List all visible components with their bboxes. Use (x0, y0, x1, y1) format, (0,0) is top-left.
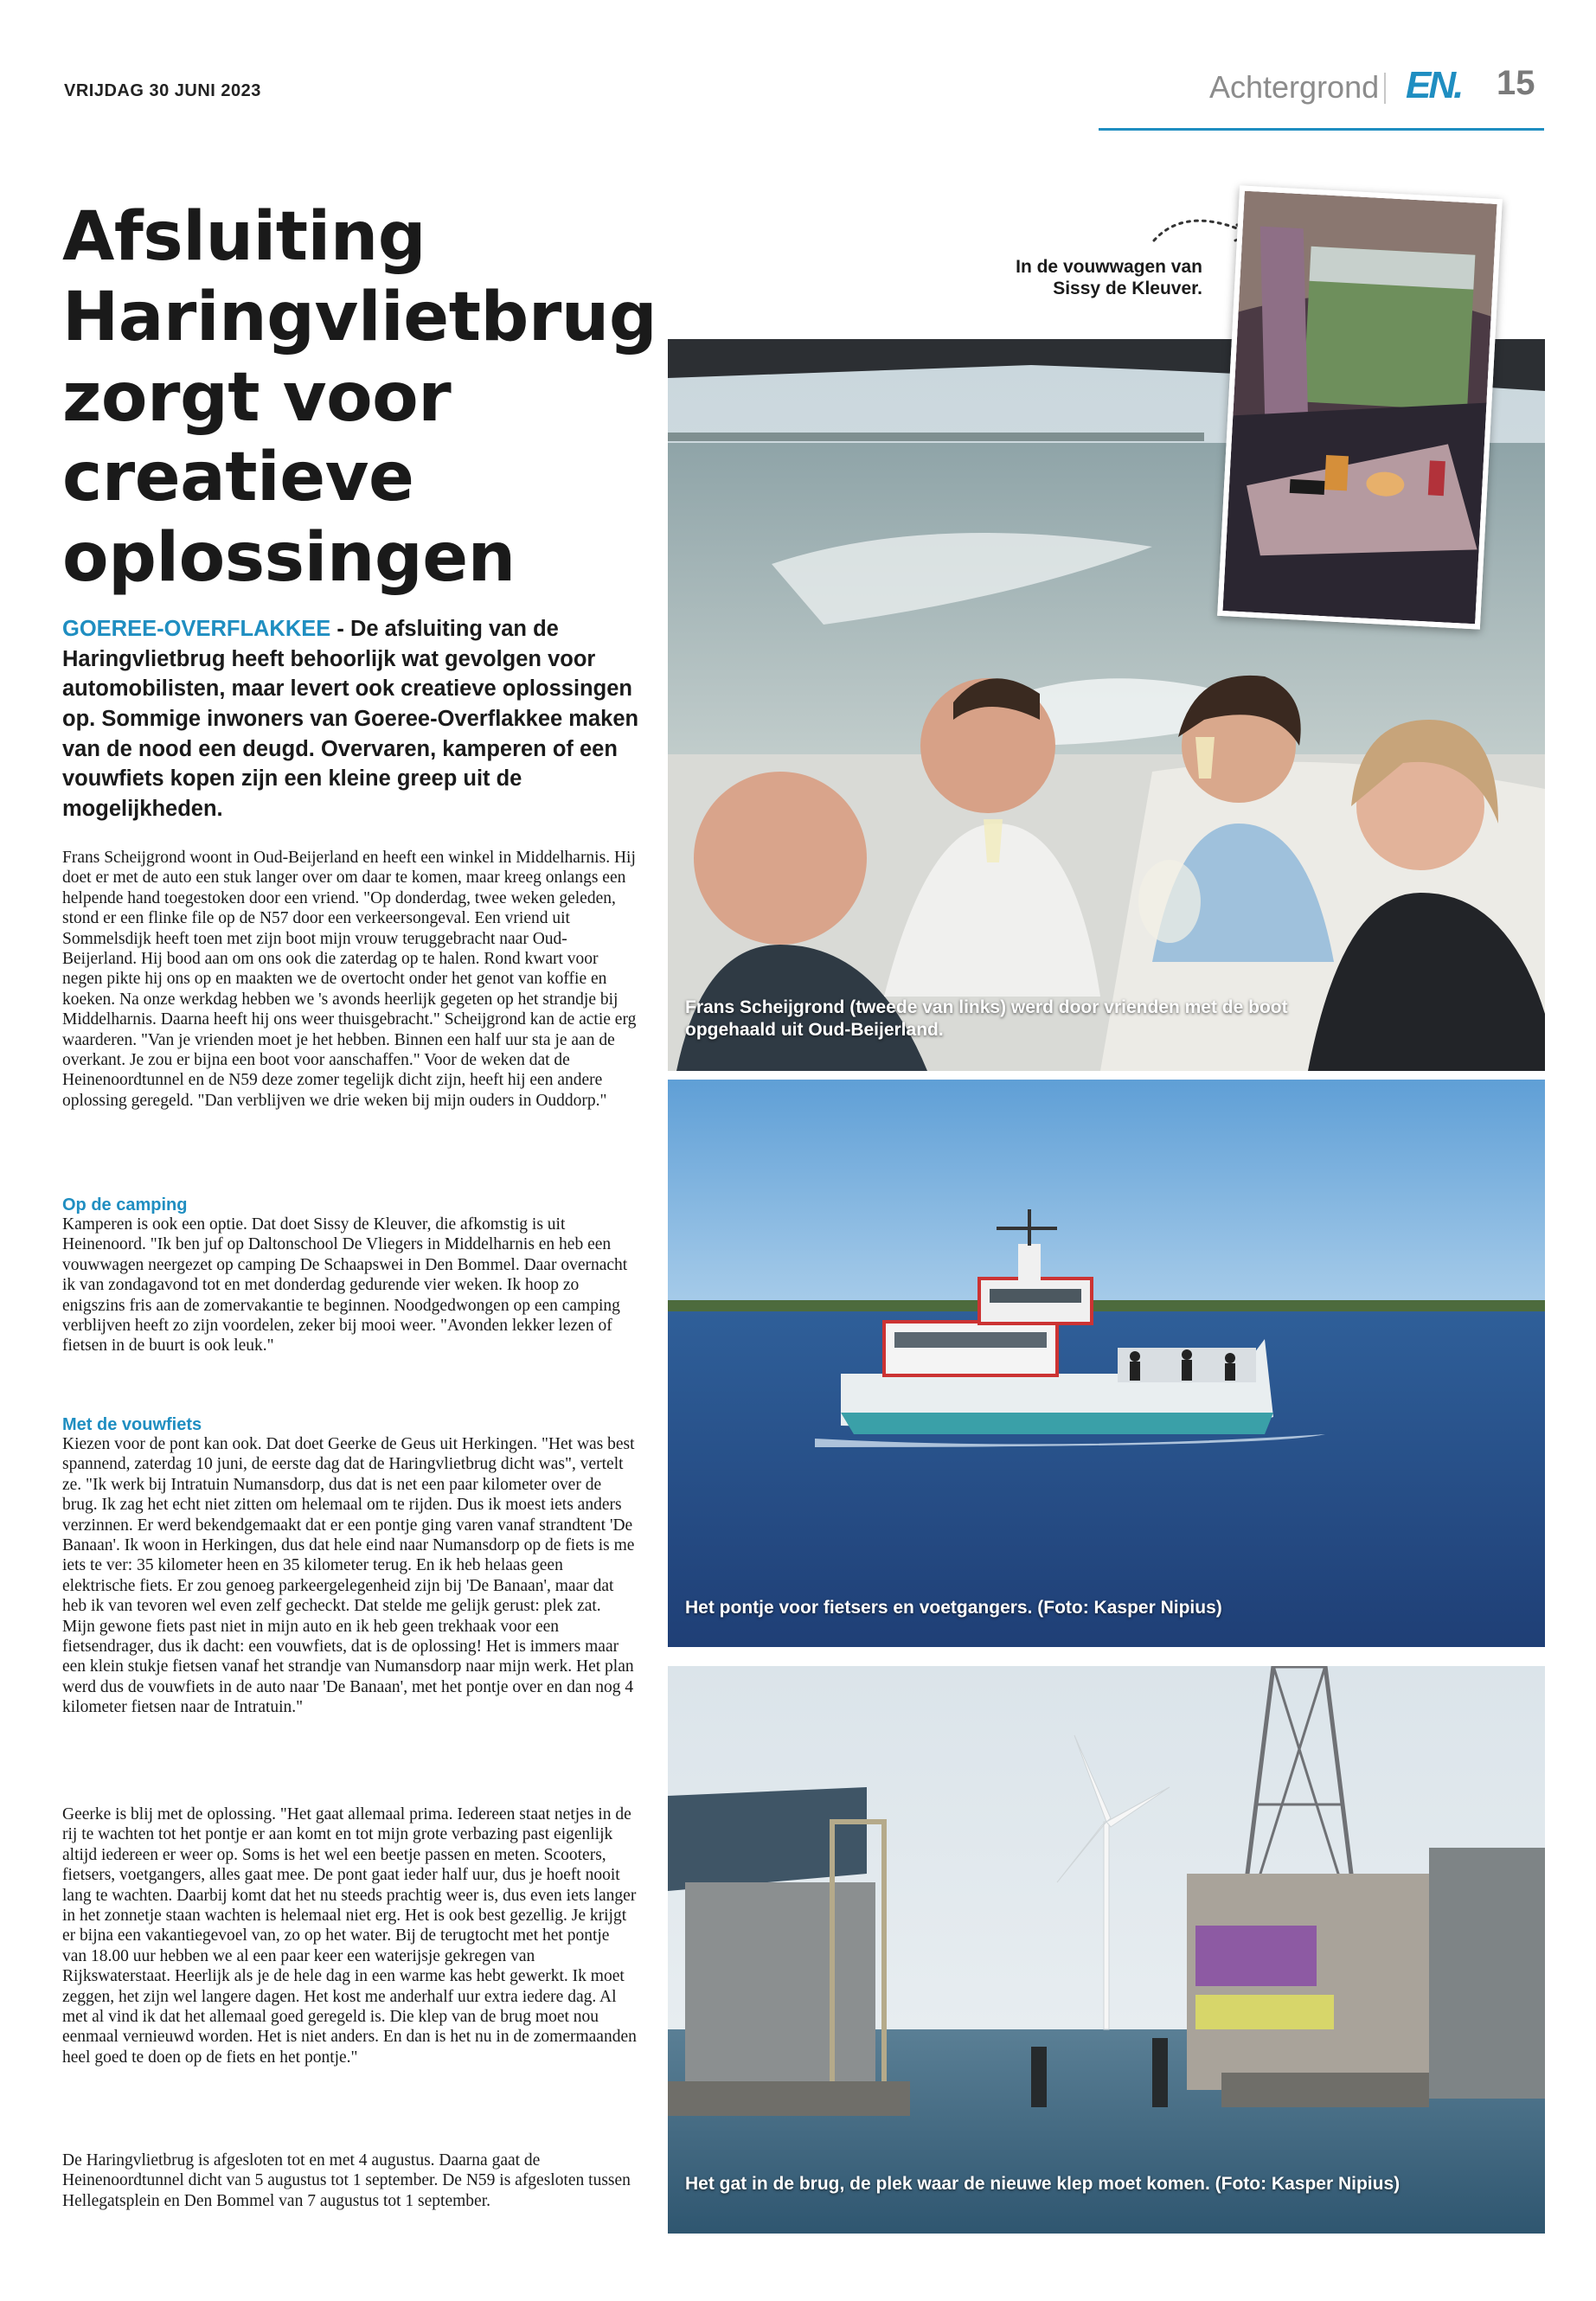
header-rule (1099, 128, 1544, 131)
dateline: GOEREE-OVERFLAKKEE (62, 617, 331, 641)
vouwwagen-photo-image (1222, 191, 1497, 625)
subhead-camping: Op de camping (62, 1195, 188, 1215)
ferry-caption: Het pontje voor fietsers en voetgangers. (Foto: Kasper Nipius) (685, 1598, 1222, 1618)
bridge-photo (668, 1666, 1545, 2234)
body-paragraph-3: Kiezen voor de pont kan ook. Dat doet Geerke de Geus uit Herkingen. "Het was best spannend, zaterdag 10 juni, de eerste dag dat de Haringvlietbrug dicht was", vertelt ze. "Ik werk bij Intratuin Numansdorp, dus dat is net een paar kilometer over de brug. Ik zag het echt niet zitten om helemaal om te rijden. Dus ik moest iets anders verzinnen. Er werd bekendgemaakt dat er een pontje ging varen vanaf strandtent 'De Banaan'. Ik woon in Herkingen, dus dat hele eind naar Numansdorp op de fiets is me iets te ver: 35 kilometer heen en 35 kilometer terug. En ik heb helaas geen elektrische fiets. Er zou genoeg parkeergelegenheid zijn bij 'De Banaan', maar dat heb ik van tevoren wel even zelf gecheckt. Dat stelde me gelijk gerust: plek zat. Mijn gewone fiets past niet in mijn auto en ik heb geen trekhaak voor een fietsendrager, dus ik dacht: een vouwfiets, dat is de oplossing! Het is immers maar een klein stukje fietsen vanaf het strandje van Numansdorp naar mijn werk. Het plan werd dus de vouwfiets in de auto naar 'De Banaan', met het pontje over en dan nog 4 kilometer fietsen naar de Intratuin." (62, 1435, 635, 1717)
subhead-vouwfiets: Met de vouwfiets (62, 1415, 202, 1434)
body-paragraph-1: Frans Scheijgrond woont in Oud-Beijerland en heeft een winkel in Middelharnis. Hij doet er met de auto een stuk langer over om daar te komen, maar kreeg onlangs een helpende hand toegestoken door een vriend. "Op donderdag, twee weken geleden, stond er een flinke file op de N57 door een verkeersongeval. Een vriend uit Sommelsdijk heeft toen met zijn boot mijn vrouw teruggebracht naar Oud-Beijerland. Hij bood aan om ons ook die zaterdag op te halen. Rond kwart voor negen pikte hij ons op en maakten we de overtocht onder het genot van koffie en koeken. Na onze werkdag hebben we 's avonds heerlijk gegeten op het strandje bij Middelharnis. Daarna heeft hij ons weer thuisgebracht." Scheijgrond kan de actie erg waarderen. "Van je vrienden moet je het hebben. Binnen een half uur sta je aan de overkant. Je zou er bijna een boot voor aanschaffen." Voor de weken dat de Heinenoordtunnel en de N59 deze zomer tegelijk dicht zijn, heeft hij een andere oplossing geregeld. "Dan verblijven we drie weken bij mijn ouders in Ouddorp." (62, 849, 637, 1110)
header-divider (1384, 73, 1386, 104)
body-paragraph-5: De Haringvlietbrug is afgesloten tot en met 4 augustus. Daarna gaat de Heinenoordtunnel dicht van 5 augustus tot 1 september. De N59 is afgesloten tussen Hellegatsplein en Den Bommel van 7 augustus tot 1 september. (62, 2151, 631, 2210)
headline-line: oplossingen (62, 519, 516, 598)
body-paragraph-2: Kamperen is ook een optie. Dat doet Sissy de Kleuver, die afkomstig is uit Heinenoord. "Ik ben juf op Daltonschool De Vliegers in Middelharnis en heb een vouwwagen neergezet op camping De Schaapswei in Den Bommel. Daar overnacht ik van zondagavond tot en met donderdag gedurende vier weken. Ik hoop zo enigszins fris aan de zomervakantie te beginnen. Noodgedwongen op een camping verblijven heeft zo zijn voordelen, zeker bij mooi weer. "Avonden lekker lezen of fietsen in de buurt is ook leuk." (62, 1215, 628, 1356)
headline-line: Afsluiting (62, 198, 426, 276)
inset-caption: In de vouwwagen van Sissy de Kleuver. (1016, 257, 1202, 299)
section-label: Achtergrond (1209, 69, 1380, 105)
boat-caption: Frans Scheijgrond (tweede van links) werd door vrienden met de boot opgehaald uit Oud-Beijerland. (685, 997, 1288, 1041)
article-lead (62, 614, 642, 824)
lead-text: - De afsluiting van de Haringvlietbrug heeft behoorlijk wat gevolgen voor automobilisten, maar levert ook creatieve oplossingen op. Sommige inwoners van Goeree-Overflakkee maken van de nood een deugd. Overvaren, kamperen of een vouwfiets kopen zijn een kleine greep uit de mogelijkheden. (62, 617, 639, 822)
headline-line: creatieve (62, 439, 414, 517)
ferry-photo-image (668, 1080, 1545, 1647)
bridge-caption: Het gat in de brug, de plek waar de nieuwe klep moet komen. (Foto: Kasper Nipius) (685, 2174, 1401, 2194)
headline (62, 197, 657, 599)
bridge-photo-image (668, 1666, 1545, 2234)
vouwwagen-photo (1217, 185, 1503, 629)
body-paragraph-4: Geerke is blij met de oplossing. "Het gaat allemaal prima. Iedereen staat netjes in de rij te wachten tot het pontje er aan komt en tot mijn grote verbazing past eigenlijk altijd iedereen er weer op. Soms is het wel een beetje passen en meten. Scooters, fietsers, voetgangers, alles gaat mee. De pont gaat ieder half uur, dus je hoeft nooit lang te wachten. Daarbij komt dat het nu steeds prachtig weer is, dus even iets langer in het zonnetje staan wachten is helemaal niet erg. Het is ook best gezellig. Je krijgt er bijna een vakantiegevoel van, zo op het water. Bij de terugtocht met het pontje van 18.00 uur hebben we al een paar keer een waterijsje gekregen van Rijkswaterstaat. Heerlijk als je de hele dag in een warme kas hebt gewerkt. Ik moet zeggen, het zijn wel langere dagen. Het kost me anderhalf uur extra iedere dag. Al met al vind ik dat het allemaal goed geregeld is. Die klep van de brug moet nou eenmaal vernieuwd worden. Het is niet anders. En dan is het nu in de zomermaanden heel goed te doen op de fiets en het pontje." (62, 1805, 637, 2067)
ferry-photo (668, 1080, 1545, 1647)
newspaper-logo: EN. (1406, 64, 1462, 106)
page-number: 15 (1497, 64, 1535, 102)
issue-date: VRIJDAG 30 JUNI 2023 (64, 81, 261, 100)
headline-line: Haringvlietbrug (62, 278, 657, 356)
headline-line: zorgt voor (62, 358, 452, 437)
